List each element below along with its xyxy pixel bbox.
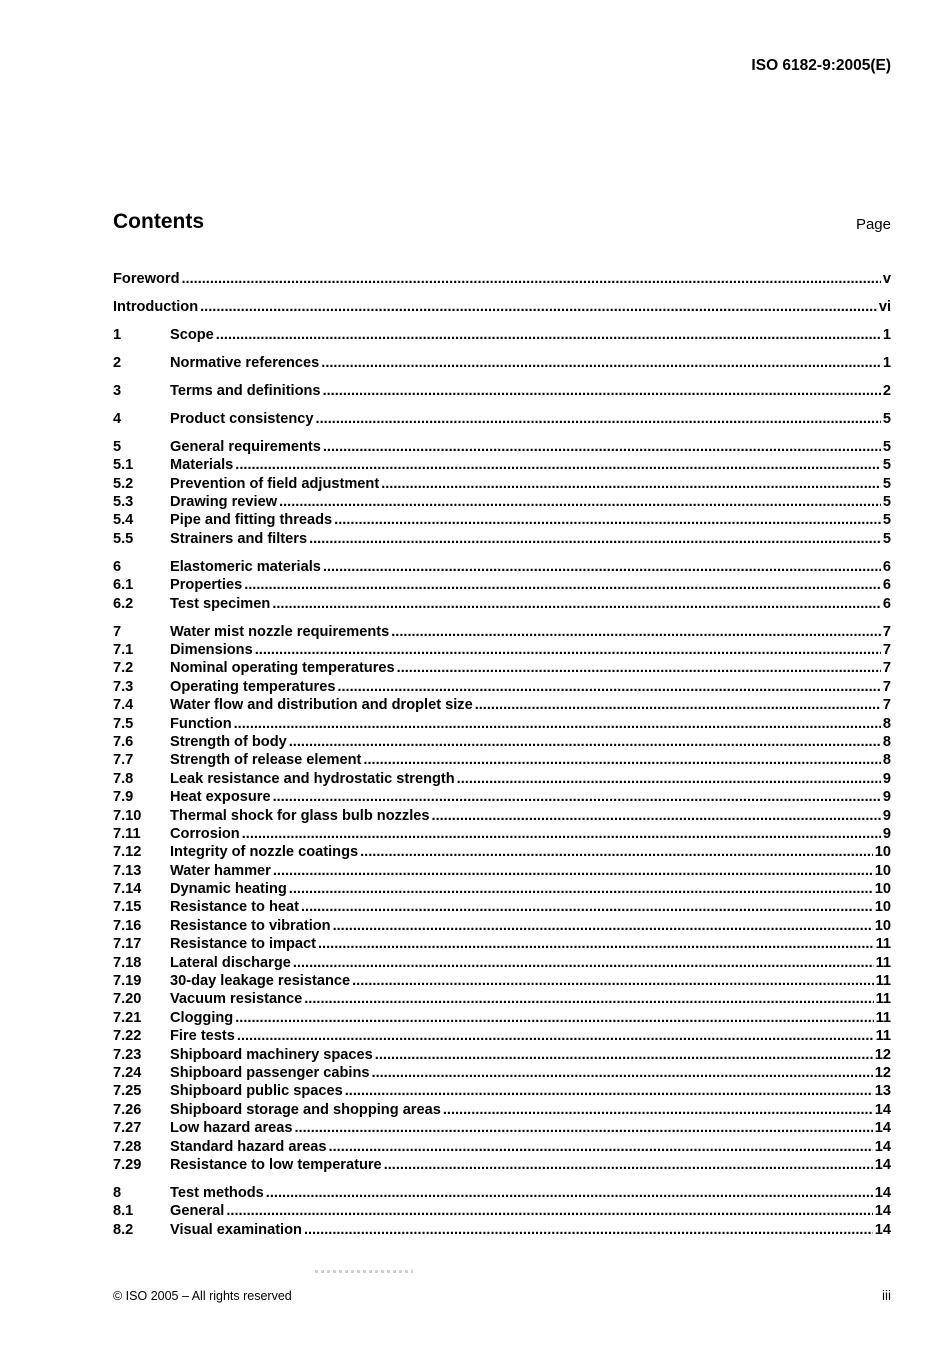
dot-leader bbox=[279, 493, 881, 511]
toc-entry-number: 7.22 bbox=[113, 1028, 142, 1045]
toc-entry[interactable] bbox=[113, 678, 891, 696]
toc-entry-page: 6 bbox=[882, 558, 891, 575]
toc-entry-page: 14 bbox=[874, 1203, 891, 1220]
toc-entry[interactable] bbox=[113, 1138, 891, 1156]
dot-leader bbox=[363, 751, 880, 769]
dot-leader bbox=[273, 862, 873, 880]
toc-entry-page: 1 bbox=[882, 354, 891, 371]
dot-leader bbox=[318, 935, 874, 953]
toc-entry-number: 7.9 bbox=[113, 789, 134, 806]
toc-entry-page: 10 bbox=[874, 917, 891, 934]
toc-entry-page: 5 bbox=[882, 512, 891, 529]
toc-entry-title: Nominal operating temperatures bbox=[170, 660, 395, 677]
toc-entry-title: Resistance to vibration bbox=[170, 917, 331, 934]
toc-entry[interactable] bbox=[113, 898, 891, 916]
toc-entry-number: 4 bbox=[113, 410, 122, 427]
toc-entry-title: General requirements bbox=[170, 438, 321, 455]
toc-entry-number: 7.17 bbox=[113, 936, 142, 953]
toc-entry-number: 8 bbox=[113, 1184, 122, 1201]
toc-entry-title: Thermal shock for glass bulb nozzles bbox=[170, 807, 430, 824]
toc-entry-number: 2 bbox=[113, 354, 122, 371]
toc-entry-title: Resistance to low temperature bbox=[170, 1156, 382, 1173]
toc-entry-number: 7.10 bbox=[113, 807, 142, 824]
toc-entry-number: 7.25 bbox=[113, 1083, 142, 1100]
toc-entry[interactable] bbox=[113, 807, 891, 825]
dot-leader bbox=[289, 733, 881, 751]
toc-entry-page: 5 bbox=[882, 438, 891, 455]
toc-entry-title: Vacuum resistance bbox=[170, 991, 303, 1008]
toc-entry-title: Leak resistance and hydrostatic strength bbox=[170, 770, 455, 787]
table-of-contents bbox=[113, 270, 891, 1239]
toc-entry-title: Resistance to impact bbox=[170, 936, 316, 953]
toc-entry-title: Product consistency bbox=[170, 410, 314, 427]
toc-entry[interactable] bbox=[113, 1202, 891, 1220]
toc-entry[interactable] bbox=[113, 751, 891, 769]
toc-entry-title: Operating temperatures bbox=[170, 678, 336, 695]
toc-entry-page: 5 bbox=[882, 530, 891, 547]
toc-entry-page: v bbox=[882, 271, 891, 287]
toc-entry-title: Dynamic heating bbox=[170, 881, 287, 898]
toc-entry-number: 6.2 bbox=[113, 595, 134, 612]
page-column-label: Page bbox=[855, 216, 891, 233]
toc-entry[interactable] bbox=[113, 1184, 891, 1202]
toc-entry[interactable] bbox=[113, 788, 891, 806]
toc-entry-number: 7.13 bbox=[113, 862, 142, 879]
toc-entry[interactable] bbox=[113, 354, 891, 372]
toc-entry[interactable] bbox=[113, 576, 891, 594]
toc-entry-page: 7 bbox=[882, 660, 891, 677]
dot-leader bbox=[272, 595, 881, 613]
toc-entry-page: 10 bbox=[874, 881, 891, 898]
dot-leader bbox=[255, 641, 881, 659]
toc-entry-number: 7.4 bbox=[113, 697, 134, 714]
toc-entry-title: Low hazard areas bbox=[170, 1120, 293, 1137]
toc-entry-page: 5 bbox=[882, 457, 891, 474]
toc-entry-page: 14 bbox=[874, 1184, 891, 1201]
toc-entry[interactable] bbox=[113, 1101, 891, 1119]
toc-entry-title: Strength of body bbox=[170, 733, 287, 750]
toc-entry[interactable] bbox=[113, 659, 891, 677]
toc-entry-title: Normative references bbox=[170, 354, 320, 371]
toc-entry[interactable] bbox=[113, 917, 891, 935]
dot-leader bbox=[244, 576, 881, 594]
toc-entry[interactable] bbox=[113, 558, 891, 576]
dot-leader bbox=[323, 382, 881, 400]
dot-leader bbox=[323, 558, 881, 576]
toc-entry-title: Lateral discharge bbox=[170, 954, 291, 971]
toc-entry-number: 7.16 bbox=[113, 917, 142, 934]
toc-entry-page: 14 bbox=[874, 1156, 891, 1173]
toc-entry-title: Shipboard machinery spaces bbox=[170, 1046, 373, 1063]
toc-entry-number: 7.12 bbox=[113, 844, 142, 861]
toc-entry[interactable] bbox=[113, 595, 891, 613]
toc-entry[interactable] bbox=[113, 475, 891, 493]
toc-entry[interactable] bbox=[113, 1009, 891, 1027]
dot-leader bbox=[237, 1027, 874, 1045]
dot-leader bbox=[372, 1064, 873, 1082]
dot-leader bbox=[226, 1202, 872, 1220]
toc-entry-page: 5 bbox=[882, 410, 891, 427]
toc-entry-title: Materials bbox=[170, 457, 234, 474]
toc-entry[interactable] bbox=[113, 270, 891, 288]
dot-leader bbox=[323, 438, 881, 456]
toc-entry-page: 10 bbox=[874, 862, 891, 879]
toc-entry-number: 1 bbox=[113, 326, 122, 343]
toc-entry-title: Clogging bbox=[170, 1009, 234, 1026]
scan-artifact bbox=[315, 1270, 413, 1273]
toc-entry-title: Properties bbox=[170, 577, 243, 594]
toc-entry[interactable] bbox=[113, 511, 891, 529]
toc-entry-page: 11 bbox=[875, 991, 891, 1008]
toc-entry-number: 7.8 bbox=[113, 770, 134, 787]
dot-leader bbox=[309, 530, 881, 548]
toc-entry[interactable] bbox=[113, 990, 891, 1008]
page-number: iii bbox=[882, 1288, 891, 1303]
toc-entry-title: Heat exposure bbox=[170, 789, 271, 806]
toc-entry-number: 7.14 bbox=[113, 881, 142, 898]
dot-leader bbox=[181, 270, 880, 288]
dot-leader bbox=[391, 623, 881, 641]
toc-entry-title: Water hammer bbox=[170, 862, 271, 879]
toc-entry[interactable] bbox=[113, 641, 891, 659]
dot-leader bbox=[273, 788, 881, 806]
toc-entry-number: 7.20 bbox=[113, 991, 142, 1008]
toc-entry-number: 7.11 bbox=[113, 825, 141, 842]
toc-entry-number: 7.23 bbox=[113, 1046, 142, 1063]
toc-entry-page: 11 bbox=[875, 936, 891, 953]
toc-entry[interactable] bbox=[113, 880, 891, 898]
toc-entry-page: 9 bbox=[882, 789, 891, 806]
toc-entry-title: Shipboard public spaces bbox=[170, 1083, 343, 1100]
toc-entry-title: Fire tests bbox=[170, 1028, 235, 1045]
toc-entry-page: 8 bbox=[882, 752, 891, 769]
toc-entry[interactable] bbox=[113, 862, 891, 880]
toc-entry-title: General bbox=[170, 1203, 225, 1220]
toc-entry-title: Drawing review bbox=[170, 494, 278, 511]
toc-entry[interactable] bbox=[113, 1082, 891, 1100]
toc-entry[interactable] bbox=[113, 298, 891, 316]
toc-entry-page: 6 bbox=[882, 595, 891, 612]
toc-entry-number: 7 bbox=[113, 623, 122, 640]
toc-entry-page: 10 bbox=[874, 899, 891, 916]
toc-entry[interactable] bbox=[113, 935, 891, 953]
dot-leader bbox=[432, 807, 881, 825]
toc-entry-page: 1 bbox=[882, 326, 891, 343]
toc-entry-page: 9 bbox=[882, 825, 891, 842]
toc-entry[interactable] bbox=[113, 825, 891, 843]
toc-entry-page: 9 bbox=[882, 770, 891, 787]
toc-entry-number: 7.24 bbox=[113, 1064, 142, 1081]
toc-entry-title: Terms and definitions bbox=[170, 382, 321, 399]
toc-entry-title: Strength of release element bbox=[170, 752, 362, 769]
toc-entry-number: 6.1 bbox=[113, 577, 134, 594]
toc-entry-page: 7 bbox=[882, 697, 891, 714]
toc-entry-number: 7.21 bbox=[113, 1009, 142, 1026]
toc-entry-number: 7.27 bbox=[113, 1120, 142, 1137]
document-id: ISO 6182-9:2005(E) bbox=[751, 57, 891, 74]
toc-entry-page: 9 bbox=[882, 807, 891, 824]
toc-entry-number: 7.26 bbox=[113, 1101, 142, 1118]
toc-entry-number: 7.19 bbox=[113, 973, 142, 990]
dot-leader bbox=[234, 715, 881, 733]
toc-entry-page: 11 bbox=[875, 954, 891, 971]
toc-entry-page: 14 bbox=[874, 1221, 891, 1238]
dot-leader bbox=[316, 410, 881, 428]
toc-entry[interactable] bbox=[113, 493, 891, 511]
toc-entry[interactable] bbox=[113, 715, 891, 733]
toc-entry-number: 7.15 bbox=[113, 899, 142, 916]
toc-entry-number: 7.3 bbox=[113, 678, 134, 695]
toc-entry-title: Visual examination bbox=[170, 1221, 302, 1238]
dot-leader bbox=[304, 990, 873, 1008]
toc-entry-number: 7.2 bbox=[113, 660, 134, 677]
toc-entry-page: 10 bbox=[874, 844, 891, 861]
toc-entry-page: 14 bbox=[874, 1138, 891, 1155]
toc-entry[interactable] bbox=[113, 1119, 891, 1137]
dot-leader bbox=[475, 696, 881, 714]
toc-entry-page: 7 bbox=[882, 678, 891, 695]
toc-entry-title: Function bbox=[170, 715, 232, 732]
dot-leader bbox=[334, 511, 881, 529]
dot-leader bbox=[397, 659, 881, 677]
dot-leader bbox=[242, 825, 881, 843]
toc-entry-page: 14 bbox=[874, 1101, 891, 1118]
toc-entry[interactable] bbox=[113, 1027, 891, 1045]
dot-leader bbox=[443, 1101, 873, 1119]
dot-leader bbox=[384, 1156, 873, 1174]
toc-entry-title: Integrity of nozzle coatings bbox=[170, 844, 359, 861]
toc-entry[interactable] bbox=[113, 972, 891, 990]
dot-leader bbox=[293, 954, 874, 972]
toc-entry[interactable] bbox=[113, 1221, 891, 1239]
toc-entry-number: 8.2 bbox=[113, 1221, 134, 1238]
toc-entry-title: Introduction bbox=[113, 298, 199, 315]
dot-leader bbox=[360, 843, 873, 861]
toc-entry-page: 11 bbox=[875, 973, 891, 990]
toc-entry-number: 5 bbox=[113, 438, 122, 455]
toc-entry-number: 5.3 bbox=[113, 494, 134, 511]
toc-entry-title: Shipboard storage and shopping areas bbox=[170, 1101, 441, 1118]
toc-entry-title: Water mist nozzle requirements bbox=[170, 623, 390, 640]
dot-leader bbox=[301, 898, 873, 916]
toc-entry-page: 13 bbox=[874, 1083, 891, 1100]
toc-entry-title: Water flow and distribution and droplet size bbox=[170, 697, 473, 714]
dot-leader bbox=[321, 354, 881, 372]
toc-entry-page: 6 bbox=[882, 577, 891, 594]
toc-entry-page: 8 bbox=[882, 715, 891, 732]
toc-entry-page: 12 bbox=[874, 1046, 891, 1063]
dot-leader bbox=[289, 880, 873, 898]
dot-leader bbox=[235, 456, 881, 474]
dot-leader bbox=[345, 1082, 873, 1100]
toc-entry-title: Scope bbox=[170, 326, 214, 343]
toc-entry-title: Corrosion bbox=[170, 825, 240, 842]
toc-entry-number: 8.1 bbox=[113, 1203, 134, 1220]
toc-entry-page: 8 bbox=[882, 733, 891, 750]
toc-entry-title: Strainers and filters bbox=[170, 530, 308, 547]
toc-entry-title: Test methods bbox=[170, 1184, 264, 1201]
toc-entry-number: 5.5 bbox=[113, 530, 134, 547]
toc-entry-title: Test specimen bbox=[170, 595, 271, 612]
contents-title: Contents bbox=[113, 210, 204, 233]
toc-entry-page: 5 bbox=[882, 475, 891, 492]
toc-entry-title: Resistance to heat bbox=[170, 899, 299, 916]
dot-leader bbox=[304, 1221, 873, 1239]
toc-entry-page: 5 bbox=[882, 494, 891, 511]
toc-entry-number: 6 bbox=[113, 558, 122, 575]
toc-entry-number: 5.1 bbox=[113, 457, 134, 474]
copyright-notice: © ISO 2005 – All rights reserved bbox=[113, 1289, 292, 1303]
toc-entry-title: Standard hazard areas bbox=[170, 1138, 327, 1155]
dot-leader bbox=[294, 1119, 872, 1137]
dot-leader bbox=[375, 1046, 873, 1064]
toc-entry-number: 7.6 bbox=[113, 733, 134, 750]
toc-entry[interactable] bbox=[113, 1064, 891, 1082]
toc-entry-page: 11 bbox=[875, 1009, 891, 1026]
toc-entry-number: 7.29 bbox=[113, 1156, 142, 1173]
toc-entry-title: 30-day leakage resistance bbox=[170, 973, 351, 990]
dot-leader bbox=[352, 972, 873, 990]
toc-entry-number: 7.5 bbox=[113, 715, 134, 732]
toc-entry[interactable] bbox=[113, 954, 891, 972]
toc-entry-page: 11 bbox=[875, 1028, 891, 1045]
toc-entry-page: 7 bbox=[882, 623, 891, 640]
dot-leader bbox=[457, 770, 881, 788]
toc-entry[interactable] bbox=[113, 530, 891, 548]
dot-leader bbox=[200, 298, 877, 316]
toc-entry[interactable] bbox=[113, 733, 891, 751]
toc-entry-title: Foreword bbox=[113, 271, 180, 287]
toc-entry[interactable] bbox=[113, 770, 891, 788]
dot-leader bbox=[337, 678, 880, 696]
toc-entry-title: Prevention of field adjustment bbox=[170, 475, 380, 492]
toc-entry-title: Shipboard passenger cabins bbox=[170, 1064, 370, 1081]
toc-entry-title: Dimensions bbox=[170, 642, 253, 658]
toc-entry-number: 7.1 bbox=[113, 642, 134, 658]
dot-leader bbox=[329, 1138, 873, 1156]
toc-entry[interactable] bbox=[113, 696, 891, 714]
toc-entry-page: vi bbox=[878, 298, 891, 315]
toc-entry[interactable] bbox=[113, 1156, 891, 1174]
toc-entry[interactable] bbox=[113, 438, 891, 456]
toc-entry[interactable] bbox=[113, 382, 891, 400]
toc-entry-title: Elastomeric materials bbox=[170, 558, 321, 575]
toc-entry[interactable] bbox=[113, 456, 891, 474]
toc-entry-number: 3 bbox=[113, 382, 122, 399]
toc-entry-number: 7.18 bbox=[113, 954, 142, 971]
dot-leader bbox=[381, 475, 881, 493]
toc-entry-page: 7 bbox=[882, 642, 891, 658]
toc-entry-number: 7.7 bbox=[113, 752, 134, 769]
dot-leader bbox=[333, 917, 873, 935]
dot-leader bbox=[216, 326, 881, 344]
toc-entry[interactable] bbox=[113, 326, 891, 344]
toc-entry-page: 2 bbox=[882, 382, 891, 399]
toc-entry-title: Pipe and fitting threads bbox=[170, 512, 333, 529]
toc-entry[interactable] bbox=[113, 843, 891, 861]
toc-entry[interactable] bbox=[113, 410, 891, 428]
toc-entry-number: 7.28 bbox=[113, 1138, 142, 1155]
toc-entry-page: 14 bbox=[874, 1120, 891, 1137]
toc-entry[interactable] bbox=[113, 623, 891, 641]
toc-entry-number: 5.4 bbox=[113, 512, 134, 529]
toc-entry-page: 12 bbox=[874, 1064, 891, 1081]
dot-leader bbox=[235, 1009, 873, 1027]
toc-entry[interactable] bbox=[113, 1046, 891, 1064]
dot-leader bbox=[266, 1184, 873, 1202]
toc-entry-number: 5.2 bbox=[113, 475, 134, 492]
